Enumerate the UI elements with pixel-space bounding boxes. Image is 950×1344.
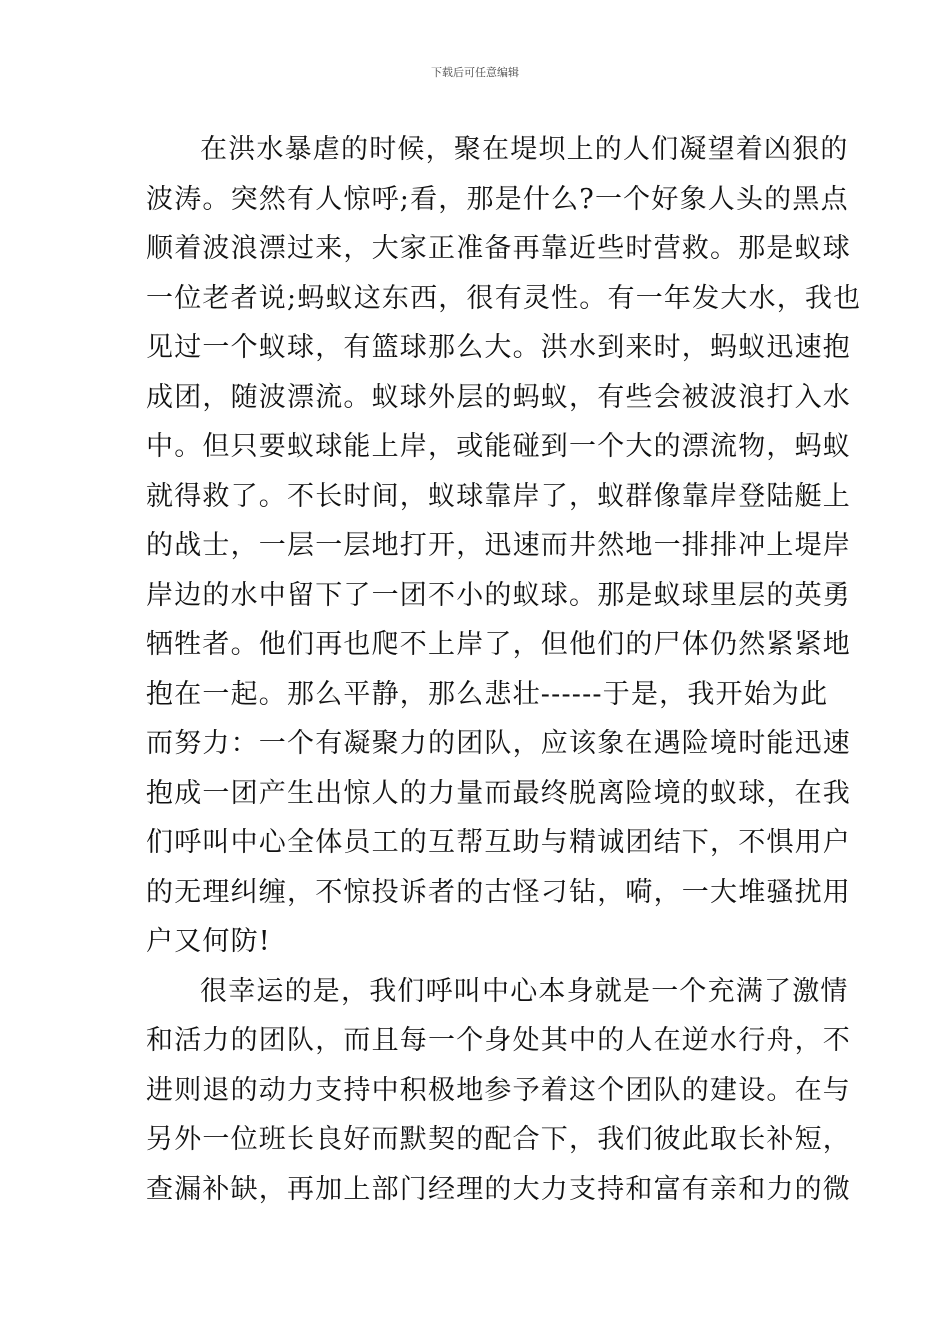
- text-line: 牺牲者。他们再也爬不上岸了，但他们的尸体仍然紧紧地: [146, 629, 851, 660]
- text-line: 在洪水暴虐的时候，聚在堤坝上的人们凝望着凶狠的: [200, 134, 849, 165]
- page-header-note: 下载后可任意编辑: [431, 66, 519, 79]
- text-line: 查漏补缺，再加上部门经理的大力支持和富有亲和力的微: [146, 1173, 851, 1205]
- text-line: 另外一位班长良好而默契的配合下，我们彼此取长补短，: [146, 1124, 851, 1155]
- text-line: 很幸运的是，我们呼叫中心本身就是一个充满了激情: [200, 975, 849, 1007]
- text-line: 中。但只要蚁球能上岸，或能碰到一个大的漂流物，蚂蚁: [146, 431, 851, 462]
- text-line: 抱成一团产生出惊人的力量而最终脱离险境的蚁球，在我: [146, 777, 851, 809]
- text-line: 波涛。突然有人惊呼;看，那是什么?一个好象人头的黑点: [146, 183, 849, 215]
- text-line: 们呼叫中心全体员工的互帮互助与精诚团结下，不惧用户: [146, 827, 851, 858]
- text-line: 户又何防!: [146, 926, 271, 957]
- paragraph: [146, 128, 862, 970]
- text-line: 而努力：一个有凝聚力的团队，应该象在遇险境时能迅速: [146, 728, 851, 759]
- text-line: 就得救了。不长时间，蚁球靠岸了，蚁群像靠岸登陆艇上: [146, 480, 851, 512]
- text-line: 的无理纠缠，不惊投诉者的古怪刁钻，嗬，一大堆骚扰用: [146, 876, 851, 908]
- text-line: 抱在一起。那么平静，那么悲壮------于是，我开始为此: [146, 678, 829, 710]
- text-line: 和活力的团队，而且每一个身处其中的人在逆水行舟，不: [146, 1025, 851, 1056]
- text-line: 进则退的动力支持中积极地参予着这个团队的建设。在与: [146, 1074, 851, 1106]
- text-line: 的战士，一层一层地打开，迅速而井然地一排排冲上堤岸: [146, 530, 851, 561]
- text-line: 一位老者说;蚂蚁这东西，很有灵性。有一年发大水，我也: [146, 282, 862, 314]
- text-line: 见过一个蚁球，有篮球那么大。洪水到来时，蚂蚁迅速抱: [146, 332, 851, 363]
- document-body: [146, 128, 862, 1217]
- paragraph: [146, 970, 851, 1218]
- text-line: 岸边的水中留下了一团不小的蚁球。那是蚁球里层的英勇: [146, 579, 851, 611]
- text-line: 成团，随波漂流。蚁球外层的蚂蚁，有些会被波浪打入水: [146, 381, 851, 413]
- text-line: 顺着波浪漂过来，大家正准备再靠近些时营救。那是蚁球: [146, 233, 851, 264]
